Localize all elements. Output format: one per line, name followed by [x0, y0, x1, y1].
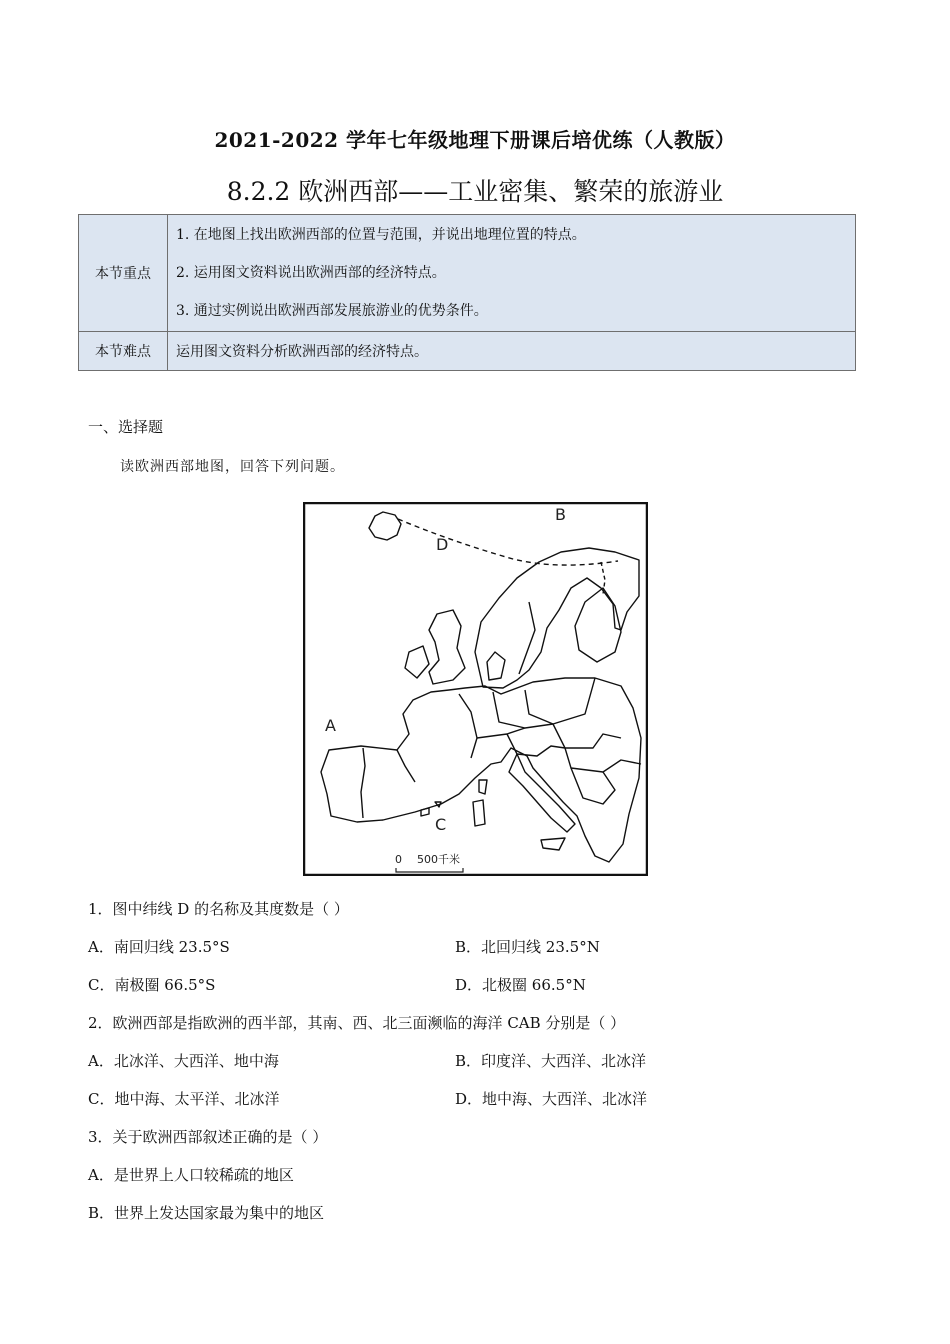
key-points-row [79, 215, 856, 332]
question-1-option-a: A．南回归线 23.5°S [88, 938, 230, 956]
question-intro: 读欧洲西部地图，回答下列问题。 [120, 459, 345, 475]
question-2-option-c: C．地中海、太平洋、北冰洋 [88, 1090, 280, 1108]
question-2-option-a: A．北冰洋、大西洋、地中海 [88, 1052, 279, 1070]
map-label-b: B [555, 505, 566, 524]
question-1-stem: 1．图中纬线 D 的名称及其度数是（ ） [88, 900, 349, 918]
objectives-table [78, 214, 856, 371]
question-2-stem: 2．欧洲西部是指欧洲的西半部，其南、西、北三面濒临的海洋 CAB 分别是（ ） [88, 1014, 626, 1032]
document-title: 2021-2022 学年七年级地理下册课后培优练（人教版） [214, 128, 736, 152]
question-1-option-b: B．北回归线 23.5°N [455, 938, 600, 956]
difficult-points-row [79, 332, 856, 371]
difficult-points-label: 本节难点 [79, 332, 168, 371]
key-point-1: 1. 在地图上找出欧洲西部的位置与范围，并说出地理位置的特点。 [176, 227, 586, 243]
question-1-option-d: D．北极圈 66.5°N [455, 976, 586, 994]
question-2-option-d: D．地中海、大西洋、北冰洋 [455, 1090, 648, 1108]
question-3-stem: 3．关于欧洲西部叙述正确的是（ ） [88, 1128, 328, 1146]
map-label-a: A [325, 716, 336, 735]
question-3-option-a: A．是世界上人口较稀疏的地区 [88, 1166, 294, 1184]
key-point-3: 3. 通过实例说出欧洲西部发展旅游业的优势条件。 [176, 303, 488, 319]
lesson-title: 8.2.2 欧洲西部——工业密集、繁荣的旅游业 [226, 177, 724, 206]
key-point-2: 2. 运用图文资料说出欧洲西部的经济特点。 [176, 265, 446, 281]
question-2-option-b: B．印度洋、大西洋、北冰洋 [455, 1052, 647, 1070]
map-label-c: C [435, 815, 447, 834]
section-title: 一、选择题 [88, 418, 164, 436]
question-3-option-b: B．世界上发达国家最为集中的地区 [88, 1204, 325, 1222]
scale-value: 500千米 [417, 853, 460, 866]
scale-zero: 0 [395, 853, 402, 866]
map-label-d: D [436, 535, 449, 554]
question-1-option-c: C．南极圈 66.5°S [88, 976, 216, 994]
key-points-content [168, 215, 856, 332]
key-points-label: 本节重点 [79, 215, 168, 332]
western-europe-map [303, 502, 648, 876]
difficult-points-content: 运用图文资料分析欧洲西部的经济特点。 [168, 332, 856, 371]
